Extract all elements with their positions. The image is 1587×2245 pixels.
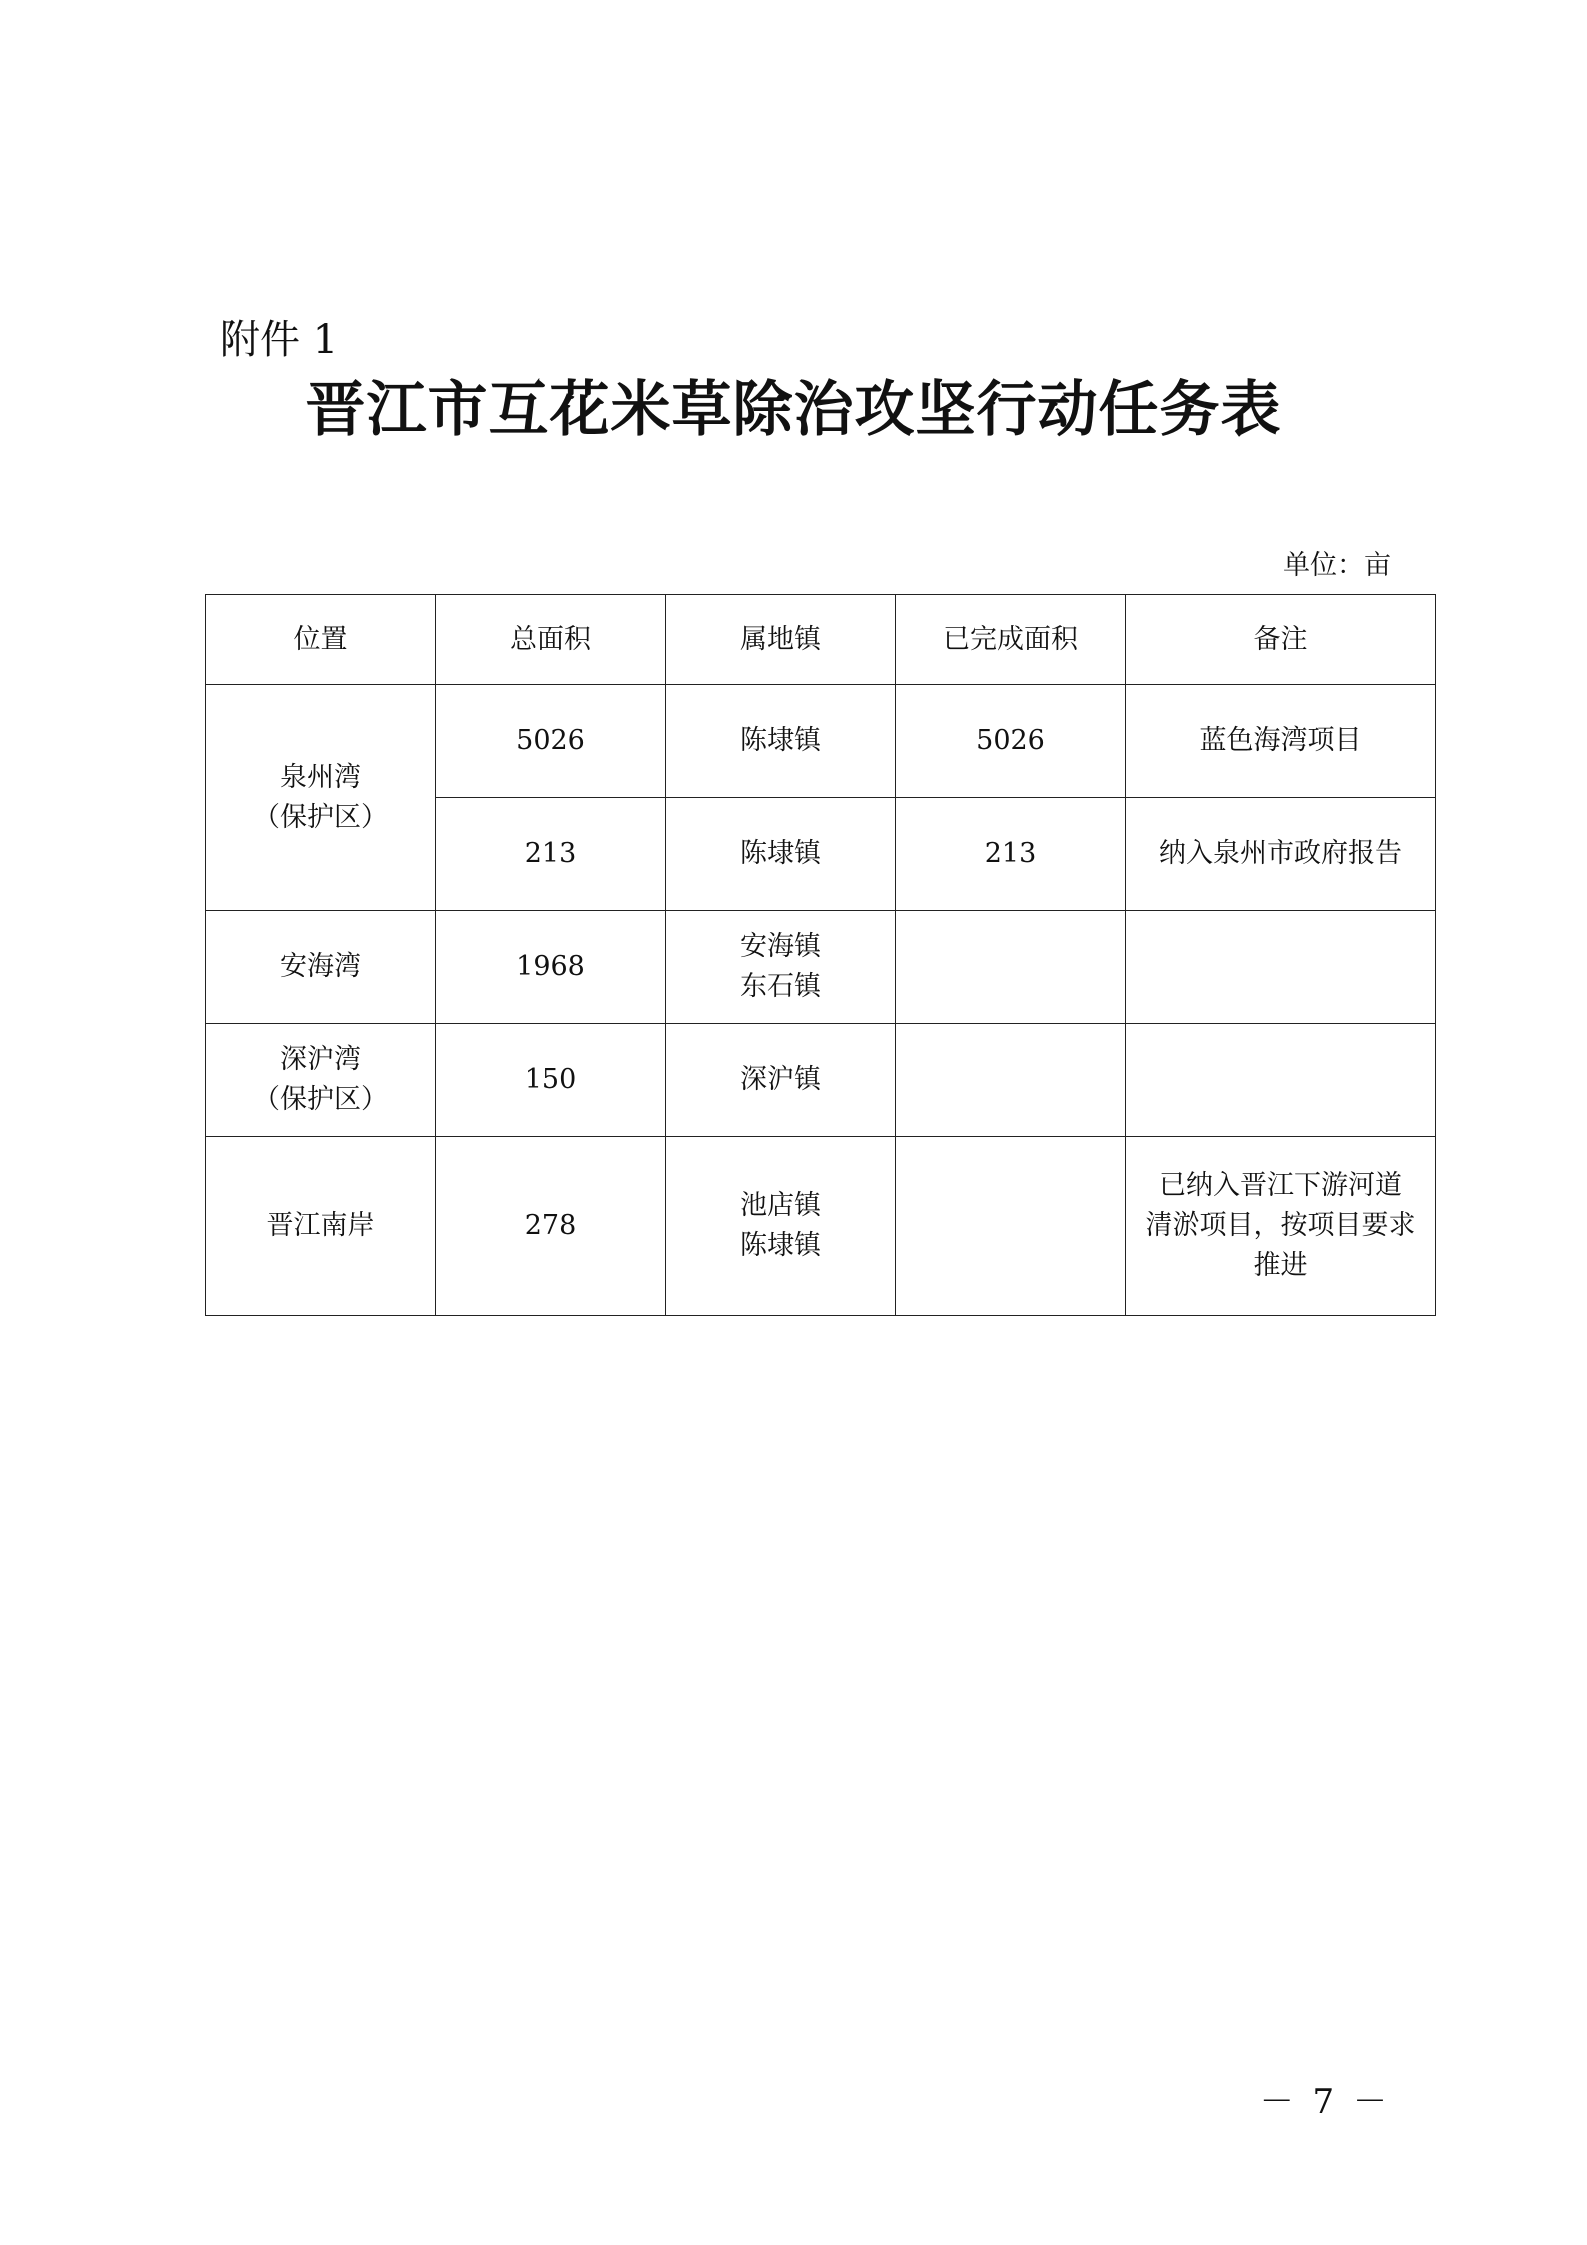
page-number: － 7 － [1259,2082,1391,2122]
task-table [205,594,1436,1316]
total-area-cell: 278 [436,1137,666,1316]
table-row [206,911,1436,1024]
header-note: 备注 [1126,595,1436,685]
town-cell: 深沪镇 [666,1024,896,1137]
completed-area-cell [896,1137,1126,1316]
attachment-label: 附件 1 [220,317,339,363]
total-area-cell: 213 [436,798,666,911]
note-cell: 蓝色海湾项目 [1126,685,1436,798]
town-cell: 陈埭镇 [666,798,896,911]
unit-note: 单位：亩 [1283,550,1391,581]
completed-area-cell [896,1024,1126,1137]
total-area-cell: 1968 [436,911,666,1024]
location-cell: 泉州湾 （保护区） [206,685,436,911]
completed-area-cell [896,911,1126,1024]
header-completed-area: 已完成面积 [896,595,1126,685]
note-cell [1126,911,1436,1024]
note-cell: 已纳入晋江下游河道 清淤项目，按项目要求 推进 [1126,1137,1436,1316]
document-title: 晋江市互花米草除治攻坚行动任务表 [305,375,1282,445]
note-cell: 纳入泉州市政府报告 [1126,798,1436,911]
note-cell [1126,1024,1436,1137]
table-header-row [206,595,1436,685]
header-location: 位置 [206,595,436,685]
header-total-area: 总面积 [436,595,666,685]
location-cell: 晋江南岸 [206,1137,436,1316]
table-row [206,1024,1436,1137]
table-row [206,685,1436,798]
table-row [206,1137,1436,1316]
town-cell: 陈埭镇 [666,685,896,798]
location-cell: 安海湾 [206,911,436,1024]
completed-area-cell: 213 [896,798,1126,911]
completed-area-cell: 5026 [896,685,1126,798]
town-cell: 安海镇 东石镇 [666,911,896,1024]
location-cell: 深沪湾 （保护区） [206,1024,436,1137]
header-town: 属地镇 [666,595,896,685]
town-cell: 池店镇 陈埭镇 [666,1137,896,1316]
total-area-cell: 5026 [436,685,666,798]
total-area-cell: 150 [436,1024,666,1137]
